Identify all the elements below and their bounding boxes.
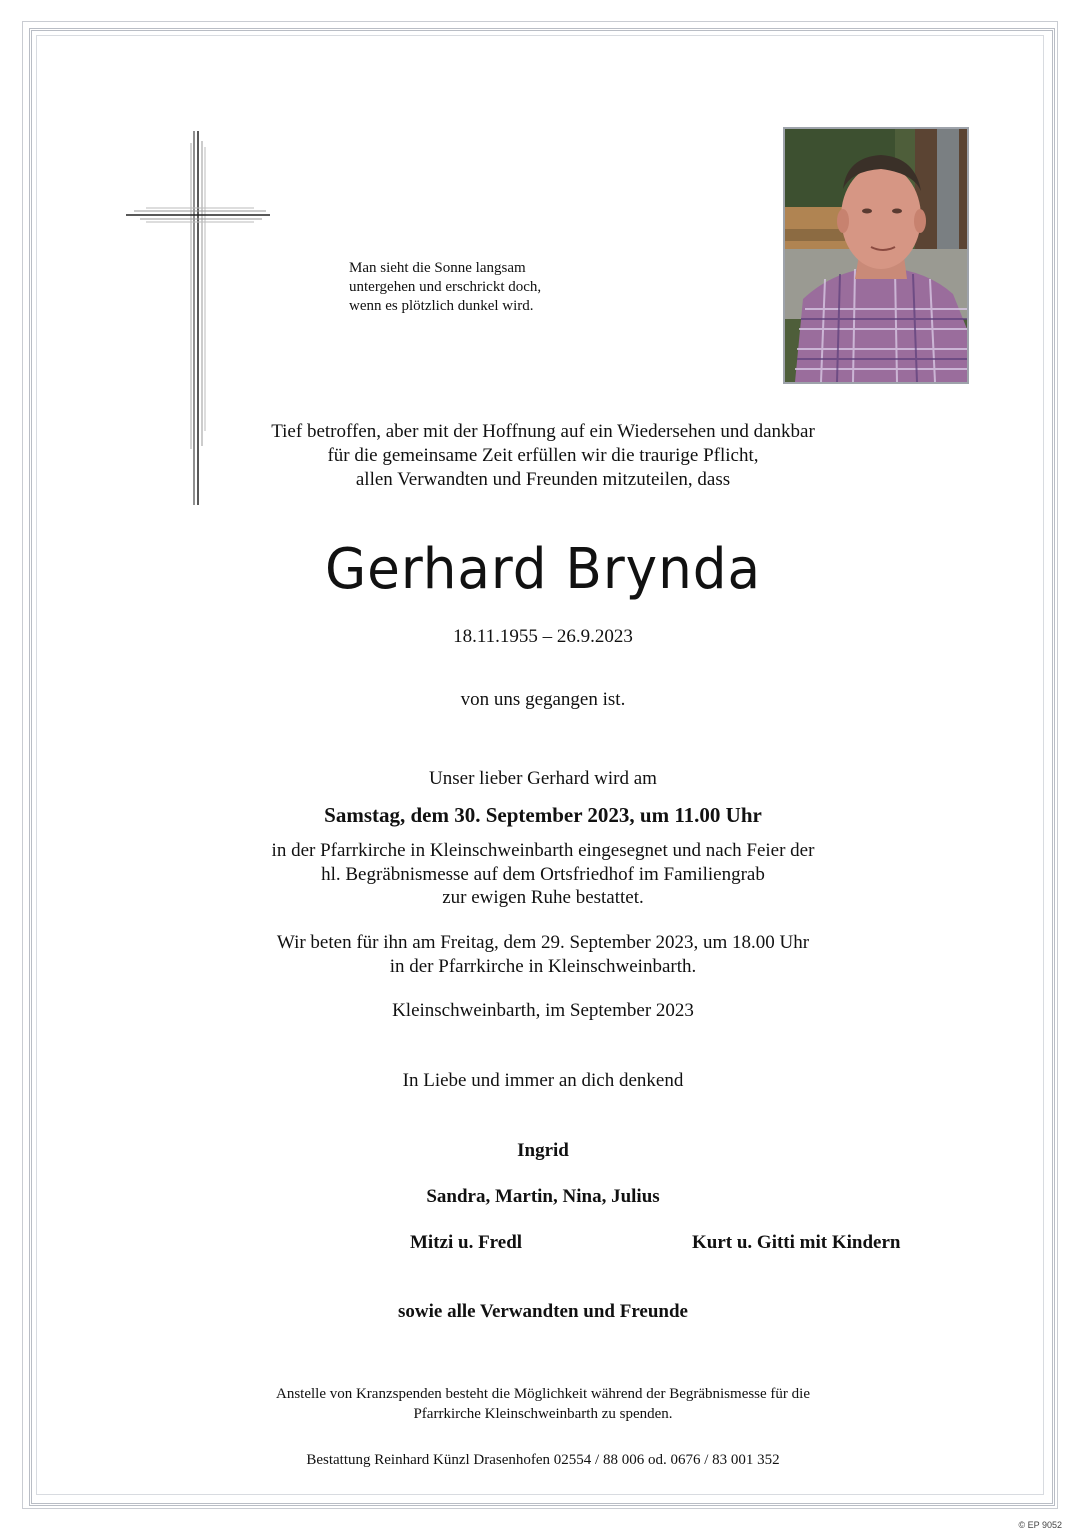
footer-code: © EP 9052 — [1018, 1520, 1062, 1530]
quote-line: wenn es plötzlich dunkel wird. — [349, 298, 534, 314]
prayer-line: in der Pfarrkirche in Kleinschweinbarth. — [389, 955, 697, 977]
prayer-details — [0, 931, 1086, 978]
funeral-line: in der Pfarrkirche in Kleinschweinbarth eingesegnet und nach Feier der — [271, 840, 815, 861]
funeral-details — [0, 839, 1086, 910]
mourner-children: Sandra, Martin, Nina, Julius — [426, 1186, 660, 1207]
mourners-intro: In Liebe und immer an dich denkend — [402, 1070, 684, 1091]
intro-line: allen Verwandten und Freunden mitzuteilen, dass — [355, 469, 731, 490]
prayer-line: Wir beten für ihn am Freitag, dem 29. September 2023, um 18.00 Uhr — [276, 932, 810, 953]
undertaker-info: Bestattung Reinhard Künzl Drasenhofen 02554 / 88 006 od. 0676 / 83 001 352 — [306, 1452, 780, 1468]
life-dates: 18.11.1955 – 26.9.2023 — [453, 626, 633, 647]
funeral-line: hl. Begräbnismesse auf dem Ortsfriedhof im Familiengrab — [321, 863, 765, 885]
mourner-spouse: Ingrid — [517, 1140, 569, 1161]
quote-line: Man sieht die Sonne langsam — [349, 260, 526, 276]
place-date: Kleinschweinbarth, im September 2023 — [392, 1000, 694, 1021]
donation-line: Pfarrkirche Kleinschweinbarth zu spenden. — [413, 1406, 673, 1422]
mourner-others: sowie alle Verwandten und Freunde — [398, 1301, 688, 1322]
donation-note — [0, 1384, 1086, 1424]
passed-text: von uns gegangen ist. — [460, 689, 626, 710]
mourner-left: Mitzi u. Fredl — [410, 1232, 523, 1253]
funeral-date-time: Samstag, dem 30. September 2023, um 11.00 Uhr — [324, 803, 762, 827]
intro-text — [0, 420, 1086, 492]
intro-line: Tief betroffen, aber mit der Hoffnung auf ein Wiedersehen und dankbar — [271, 421, 815, 442]
quote-line: untergehen und erschrickt doch, — [349, 279, 542, 295]
intro-line: für die gemeinsame Zeit erfüllen wir die traurige Pflicht, — [327, 445, 759, 466]
funeral-lead: Unser lieber Gerhard wird am — [429, 768, 657, 789]
memorial-quote — [349, 259, 609, 316]
portrait-photo — [783, 127, 969, 384]
donation-line: Anstelle von Kranzspenden besteht die Möglichkeit während der Begräbnismesse für die — [275, 1386, 810, 1402]
mourner-right: Kurt u. Gitti mit Kindern — [692, 1232, 901, 1253]
deceased-name: Gerhard Brynda — [324, 537, 762, 602]
funeral-line: zur ewigen Ruhe bestattet. — [442, 887, 644, 908]
